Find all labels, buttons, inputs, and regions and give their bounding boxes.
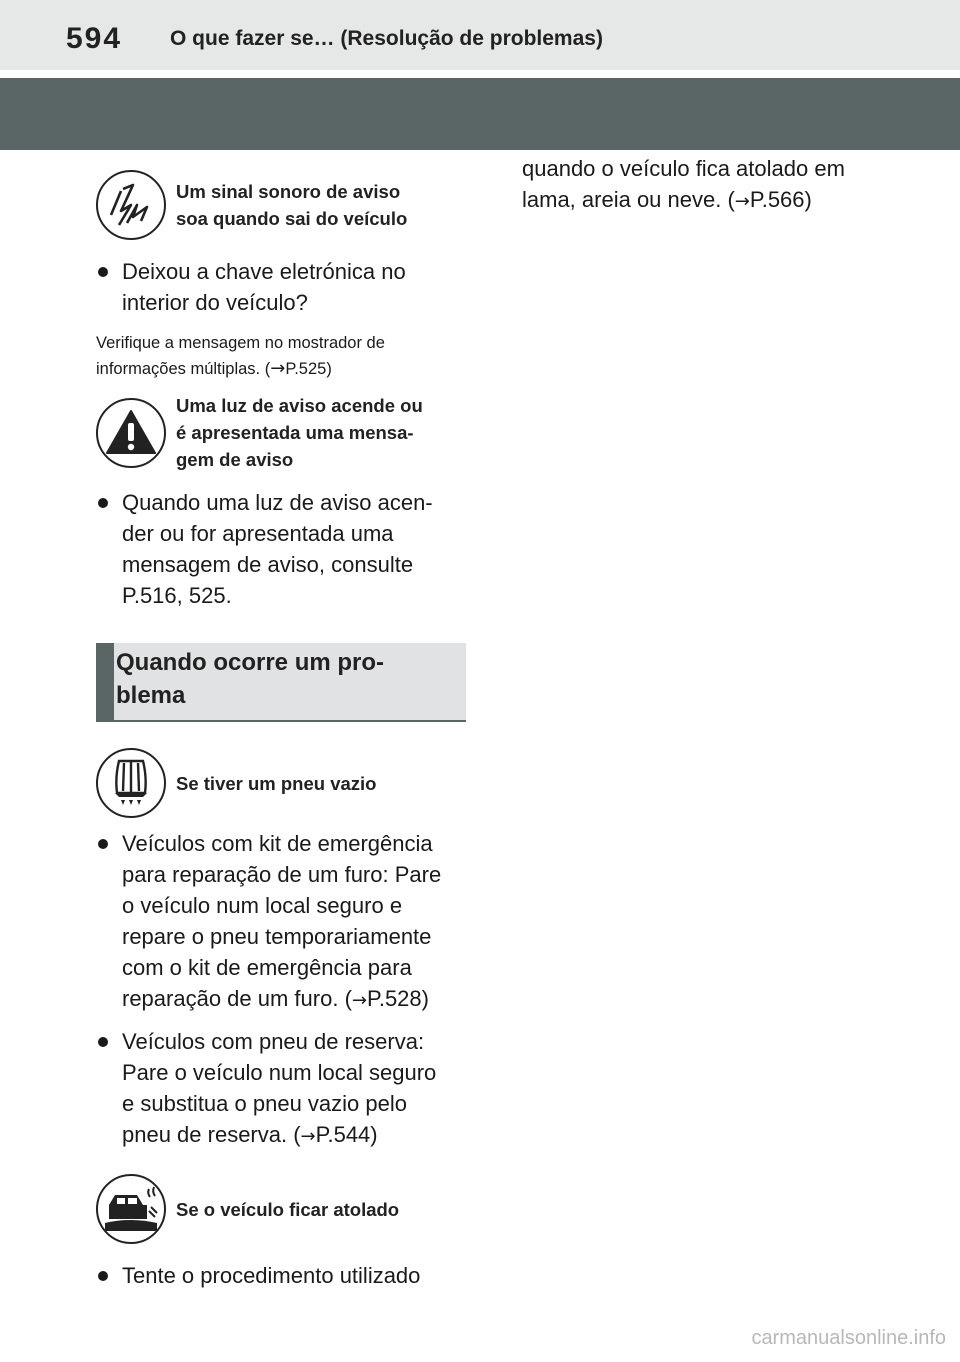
label-line: Uma luz de aviso acende ou: [176, 395, 423, 416]
page-reference: P.544): [315, 1122, 378, 1147]
arrow-icon: →: [351, 990, 367, 1011]
text-line: [522, 184, 922, 217]
bullet-line: mensagem de aviso, consulte: [122, 552, 414, 577]
text-part: lama, areia ou neve. (: [522, 187, 735, 212]
page-number: 594: [66, 22, 123, 55]
sound-warning-block: [96, 170, 466, 240]
bullet-line: e substitua o pneu vazio pelo: [122, 1091, 407, 1116]
page-reference: P.528): [367, 986, 429, 1011]
section-title-line: blema: [116, 682, 186, 709]
bullet-item: [96, 828, 466, 1016]
bullet-line: Tente o procedimento utilizado: [122, 1263, 421, 1288]
section-title-line: Quando ocorre um pro-: [116, 649, 385, 676]
continued-text: [522, 153, 922, 217]
label-line: gem de aviso: [176, 449, 294, 470]
label-line: soa quando sai do veículo: [176, 208, 408, 229]
stuck-vehicle-icon: [96, 1174, 166, 1244]
right-column: [522, 150, 922, 217]
arrow-icon: →: [300, 1126, 316, 1147]
arrow-icon: →: [734, 191, 750, 212]
bullet-line: Quando uma luz de aviso acen-: [122, 490, 433, 515]
note-text-part: informações múltiplas. (: [96, 360, 271, 378]
note-text: [96, 330, 466, 382]
page-reference: P.525): [285, 360, 332, 378]
watermark: carmanualsonline.info: [751, 1327, 946, 1349]
bullet-item: [96, 487, 466, 611]
bullet-line: [122, 983, 466, 1016]
bullet-line: P.516, 525.: [122, 583, 232, 608]
warning-message-block: [96, 392, 466, 473]
page-header: [0, 0, 960, 70]
warning-message-label: [176, 392, 423, 473]
bullet-item: [96, 1026, 466, 1152]
bullet-line: der ou for apresentada uma: [122, 521, 394, 546]
bullet-line: o veículo num local seguro e: [122, 893, 403, 918]
bullet-line: [122, 1119, 466, 1152]
sound-warning-icon: [96, 170, 166, 240]
note-line: [96, 356, 466, 382]
page-reference: P.566): [749, 187, 812, 212]
flat-tire-block: [96, 748, 466, 818]
bullet-line: Deixou a chave eletrónica no: [122, 259, 406, 284]
stuck-vehicle-block: [96, 1174, 466, 1244]
sound-warning-label: [176, 178, 407, 232]
chapter-title: O que fazer se… (Resolução de problemas): [170, 27, 603, 50]
flat-tire-label: Se tiver um pneu vazio: [176, 772, 377, 794]
bullet-line: Pare o veículo num local seguro: [122, 1060, 437, 1085]
arrow-icon: →: [270, 358, 286, 379]
warning-exclamation-icon: [96, 398, 166, 468]
bullet-line: com o kit de emergência para: [122, 955, 412, 980]
text-line: quando o veículo fica atolado em: [522, 156, 845, 181]
section-heading: [96, 643, 466, 722]
bullet-line: Veículos com pneu de reserva:: [122, 1029, 425, 1054]
bullet-line: Veículos com kit de emergência: [122, 831, 433, 856]
left-column: [96, 150, 466, 1291]
bullet-item: [96, 256, 466, 318]
section-banner: [0, 78, 960, 150]
note-line: Verifique a mensagem no mostrador de: [96, 334, 385, 352]
bullet-line: para reparação de um furo: Pare: [122, 862, 442, 887]
label-line: é apresentada uma mensa-: [176, 422, 414, 443]
bullet-text-part: pneu de reserva. (: [122, 1122, 301, 1147]
flat-tire-icon: [96, 748, 166, 818]
bullet-line: interior do veículo?: [122, 290, 308, 315]
stuck-vehicle-label: Se o veículo ficar atolado: [176, 1198, 400, 1220]
bullet-item: [96, 1260, 466, 1291]
bullet-text-part: reparação de um furo. (: [122, 986, 352, 1011]
label-line: Um sinal sonoro de aviso: [176, 181, 401, 202]
bullet-line: repare o pneu temporariamente: [122, 924, 432, 949]
